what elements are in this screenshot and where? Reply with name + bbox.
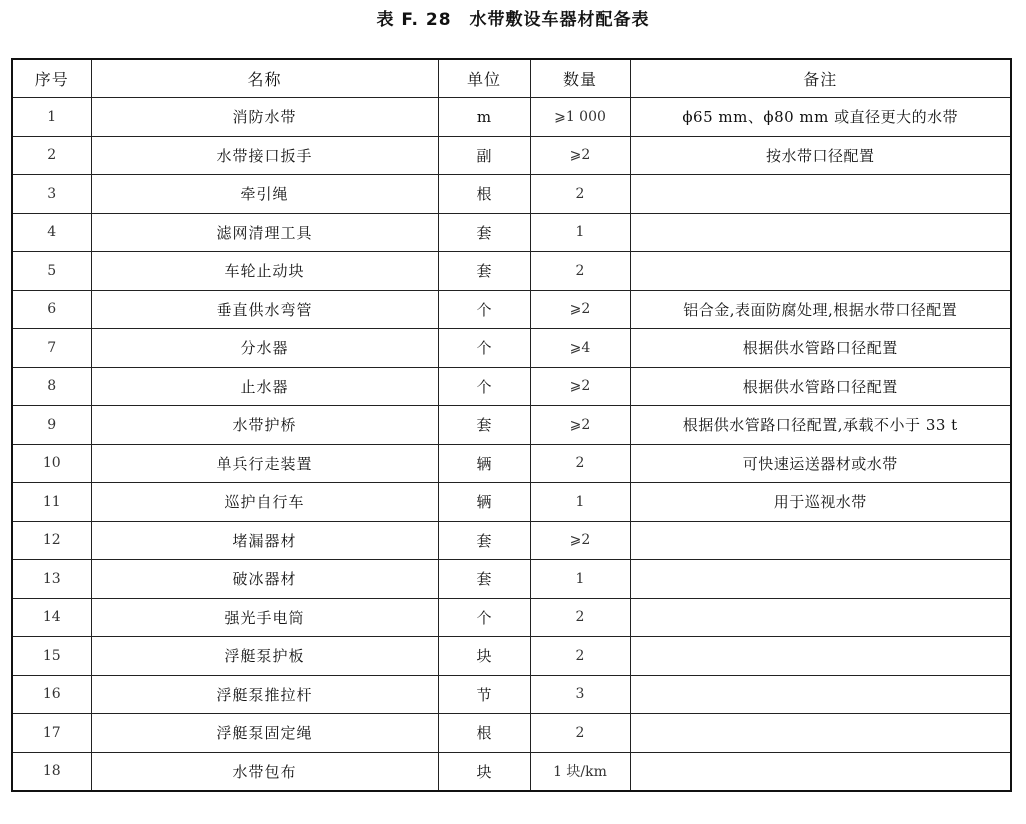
cell-note [630, 675, 1011, 714]
cell-qty: 2 [530, 637, 630, 676]
cell-unit: 块 [438, 752, 530, 791]
table-row [12, 367, 1011, 406]
cell-unit: 个 [438, 598, 530, 637]
cell-note: 根据供水管路口径配置 [630, 367, 1011, 406]
cell-no: 7 [12, 329, 91, 368]
table-row [12, 675, 1011, 714]
table-row [12, 752, 1011, 791]
cell-note [630, 252, 1011, 291]
cell-unit: 节 [438, 675, 530, 714]
cell-qty: 3 [530, 675, 630, 714]
table-row [12, 175, 1011, 214]
cell-unit: 辆 [438, 483, 530, 522]
table-row [12, 560, 1011, 599]
table-row [12, 444, 1011, 483]
cell-no: 12 [12, 521, 91, 560]
cell-note: ϕ65 mm、ϕ80 mm 或直径更大的水带 [630, 98, 1011, 137]
cell-name: 强光手电筒 [91, 598, 438, 637]
table-row [12, 598, 1011, 637]
cell-no: 4 [12, 213, 91, 252]
header-note: 备注 [630, 59, 1011, 98]
cell-qty: ⩾2 [530, 136, 630, 175]
cell-unit: 个 [438, 290, 530, 329]
table-header [12, 59, 1011, 98]
header-qty: 数量 [530, 59, 630, 98]
cell-note: 根据供水管路口径配置,承载不小于 33 t [630, 406, 1011, 445]
cell-unit: 套 [438, 521, 530, 560]
cell-note: 根据供水管路口径配置 [630, 329, 1011, 368]
table-title: 表 F. 28 水带敷设车器材配备表 [376, 10, 650, 30]
table-row [12, 637, 1011, 676]
cell-unit: 个 [438, 367, 530, 406]
cell-unit: 套 [438, 252, 530, 291]
cell-qty: ⩾2 [530, 406, 630, 445]
cell-no: 14 [12, 598, 91, 637]
cell-no: 6 [12, 290, 91, 329]
table-row [12, 521, 1011, 560]
cell-note [630, 213, 1011, 252]
cell-unit: m [438, 98, 530, 137]
cell-qty: ⩾2 [530, 521, 630, 560]
header-row [12, 59, 1011, 98]
cell-no: 2 [12, 136, 91, 175]
cell-unit: 个 [438, 329, 530, 368]
cell-note [630, 560, 1011, 599]
cell-note: 可快速运送器材或水带 [630, 444, 1011, 483]
cell-unit: 根 [438, 175, 530, 214]
cell-no: 15 [12, 637, 91, 676]
cell-name: 单兵行走装置 [91, 444, 438, 483]
table-row [12, 252, 1011, 291]
cell-no: 1 [12, 98, 91, 137]
cell-qty: 1 [530, 213, 630, 252]
cell-name: 分水器 [91, 329, 438, 368]
cell-no: 8 [12, 367, 91, 406]
cell-qty: 2 [530, 598, 630, 637]
cell-name: 水带接口扳手 [91, 136, 438, 175]
cell-name: 浮艇泵固定绳 [91, 714, 438, 753]
cell-note [630, 752, 1011, 791]
cell-name: 消防水带 [91, 98, 438, 137]
cell-qty: 1 [530, 560, 630, 599]
cell-qty: 1 [530, 483, 630, 522]
cell-name: 浮艇泵推拉杆 [91, 675, 438, 714]
cell-name: 堵漏器材 [91, 521, 438, 560]
table-row [12, 483, 1011, 522]
cell-name: 止水器 [91, 367, 438, 406]
table-row [12, 329, 1011, 368]
table-row [12, 714, 1011, 753]
cell-note: 铝合金,表面防腐处理,根据水带口径配置 [630, 290, 1011, 329]
cell-no: 17 [12, 714, 91, 753]
cell-qty: 2 [530, 175, 630, 214]
cell-unit: 副 [438, 136, 530, 175]
cell-note: 按水带口径配置 [630, 136, 1011, 175]
cell-qty: 2 [530, 714, 630, 753]
cell-no: 10 [12, 444, 91, 483]
table-row [12, 136, 1011, 175]
cell-name: 浮艇泵护板 [91, 637, 438, 676]
cell-no: 5 [12, 252, 91, 291]
cell-qty: 1 块/km [530, 752, 630, 791]
header-name: 名称 [91, 59, 438, 98]
header-unit: 单位 [438, 59, 530, 98]
cell-qty: ⩾2 [530, 367, 630, 406]
table-row [12, 290, 1011, 329]
equipment-table-container [11, 58, 1010, 792]
table-row [12, 406, 1011, 445]
cell-note [630, 521, 1011, 560]
cell-qty: 2 [530, 252, 630, 291]
cell-qty: ⩾1 000 [530, 98, 630, 137]
cell-no: 13 [12, 560, 91, 599]
cell-name: 牵引绳 [91, 175, 438, 214]
cell-qty: ⩾4 [530, 329, 630, 368]
table-row [12, 98, 1011, 137]
cell-no: 18 [12, 752, 91, 791]
cell-name: 车轮止动块 [91, 252, 438, 291]
cell-unit: 套 [438, 406, 530, 445]
header-no: 序号 [12, 59, 91, 98]
cell-note [630, 714, 1011, 753]
cell-no: 9 [12, 406, 91, 445]
cell-unit: 套 [438, 560, 530, 599]
cell-no: 11 [12, 483, 91, 522]
cell-name: 巡护自行车 [91, 483, 438, 522]
cell-qty: ⩾2 [530, 290, 630, 329]
cell-no: 16 [12, 675, 91, 714]
cell-name: 水带包布 [91, 752, 438, 791]
cell-no: 3 [12, 175, 91, 214]
cell-note: 用于巡视水带 [630, 483, 1011, 522]
cell-unit: 根 [438, 714, 530, 753]
cell-name: 水带护桥 [91, 406, 438, 445]
cell-unit: 辆 [438, 444, 530, 483]
cell-note [630, 637, 1011, 676]
cell-unit: 块 [438, 637, 530, 676]
table-row [12, 213, 1011, 252]
equipment-table [11, 58, 1012, 792]
cell-unit: 套 [438, 213, 530, 252]
table-body [12, 98, 1011, 791]
cell-qty: 2 [530, 444, 630, 483]
cell-name: 破冰器材 [91, 560, 438, 599]
cell-note [630, 598, 1011, 637]
cell-name: 垂直供水弯管 [91, 290, 438, 329]
cell-note [630, 175, 1011, 214]
cell-name: 滤网清理工具 [91, 213, 438, 252]
